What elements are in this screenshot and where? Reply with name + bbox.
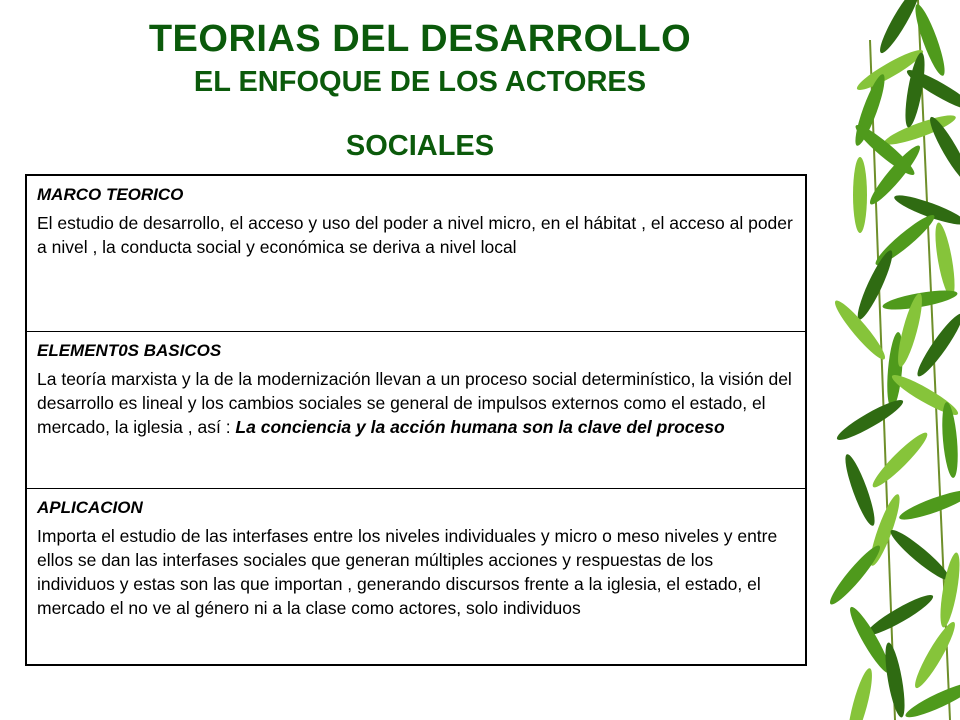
section-text: El estudio de desarrollo, el acceso y uso del poder a nivel micro, en el hábitat , el acceso al poder a nivel , la conducta social y económica se deriva a nivel local [37,213,793,257]
bamboo-leaf [903,678,960,720]
title-main: TEORIAS DEL DESARROLLO [148,18,692,60]
section-elementos-basicos [27,331,805,488]
section-text-container [37,367,795,439]
bamboo-leaf [937,551,960,628]
bamboo-leaf [825,541,885,608]
bamboo-leaves-decoration [800,0,960,720]
bamboo-leaf [853,248,898,323]
bamboo-leaf [932,221,959,298]
slide-title [0,14,840,164]
bamboo-leaf [843,666,876,720]
bamboo-leaf [912,310,960,380]
section-heading: APLICACION [37,498,143,517]
section-emphasis: La conciencia y la acción humana son la clave del proceso [235,417,725,437]
bamboo-leaf [853,157,867,233]
section-heading: MARCO TEORICO [37,185,184,204]
section-heading: ELEMENT0S BASICOS [37,341,222,360]
bamboo-leaf [834,395,907,445]
section-aplicacion [27,488,805,664]
bamboo-leaf [864,590,937,640]
bamboo-leaf [840,452,879,528]
bamboo-leaf [868,428,932,492]
title-subtitle-line1: EL ENFOQUE DE LOS ACTORES [193,66,647,98]
title-subtitle-line2: SOCIALES [345,130,495,162]
section-text: La teoría marxista y la de la modernización llevan a un proceso social determinístico, la visión del desarrollo es lineal y los cambios sociales se general de impulsos externos como el estado, el mercado, la iglesia , así : [37,369,792,437]
bamboo-leaf [897,485,960,524]
section-marco-teorico [27,176,805,331]
section-text: Importa el estudio de las interfases entre los niveles individuales y micro o meso niveles y entre ellos se dan las interfases sociales que generan múltiples acciones y respuestas de los individuos y estas son las que importan , generando discursos frente a la iglesia, el estado, el mercado el no ve al género ni a la clase como actores, solo individuos [37,526,778,618]
content-table [25,174,807,666]
bamboo-leaf [882,641,909,718]
bamboo-leaf [910,619,960,692]
